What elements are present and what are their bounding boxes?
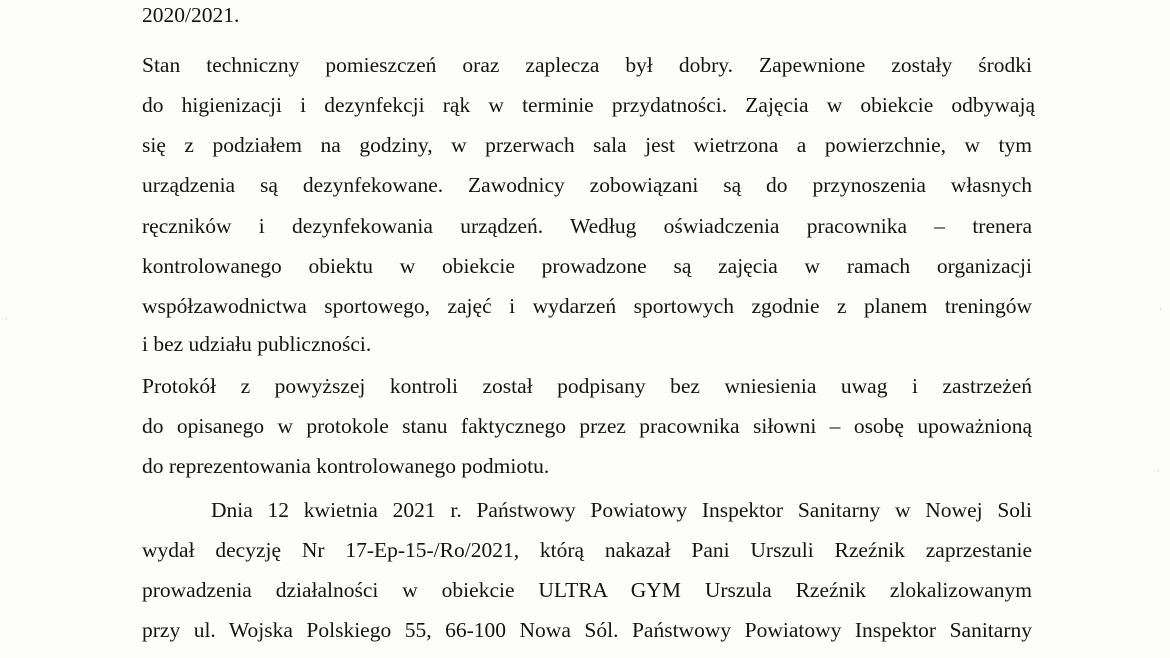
text-line-4: się z podziałem na godziny, w przerwach sala jest wietrzona a powierzchnie, w tym	[142, 133, 1032, 157]
scan-speck	[1158, 470, 1159, 471]
text-line-6: ręczników i dezynfekowania urządzeń. Według oświadczenia pracownika – trenera	[142, 214, 1032, 238]
text-line-1: 2020/2021.	[142, 3, 240, 27]
text-line-11: do opisanego w protokole stanu faktycznego przez pracownika siłowni – osobę upoważnioną	[142, 414, 1032, 438]
text-line-9: i bez udziału publiczności.	[142, 332, 372, 356]
text-line-5: urządzenia są dezynfekowane. Zawodnicy zobowiązani są do przynoszenia własnych	[142, 173, 1032, 197]
text-line-14: wydał decyzję Nr 17-Ep-15-/Ro/2021, którą nakazał Pani Urszuli Rzeźnik zaprzestanie	[142, 538, 1032, 562]
scan-speck	[1160, 308, 1161, 309]
scan-speck	[6, 318, 7, 319]
text-line-16: przy ul. Wojska Polskiego 55, 66-100 Nowa Sól. Państwowy Powiatowy Inspektor Sanitarny	[142, 618, 1032, 642]
text-line-8: współzawodnictwa sportowego, zajęć i wydarzeń sportowych zgodnie z planem treningów	[142, 294, 1032, 318]
text-line-7: kontrolowanego obiektu w obiekcie prowadzone są zajęcia w ramach organizacji	[142, 254, 1032, 278]
text-line-12: do reprezentowania kontrolowanego podmiotu.	[142, 454, 550, 478]
text-line-3: do higienizacji i dezynfekcji rąk w terminie przydatności. Zajęcia w obiekcie odbywają	[142, 93, 1035, 117]
text-line-2: Stan techniczny pomieszczeń oraz zaplecza był dobry. Zapewnione zostały środki	[142, 53, 1032, 77]
text-line-13: Dnia 12 kwietnia 2021 r. Państwowy Powiatowy Inspektor Sanitarny w Nowej Soli	[211, 498, 1032, 522]
text-line-15: prowadzenia działalności w obiekcie ULTRA GYM Urszula Rzeźnik zlokalizowanym	[142, 578, 1032, 602]
text-line-10: Protokół z powyższej kontroli został podpisany bez wniesienia uwag i zastrzeżeń	[142, 374, 1032, 398]
